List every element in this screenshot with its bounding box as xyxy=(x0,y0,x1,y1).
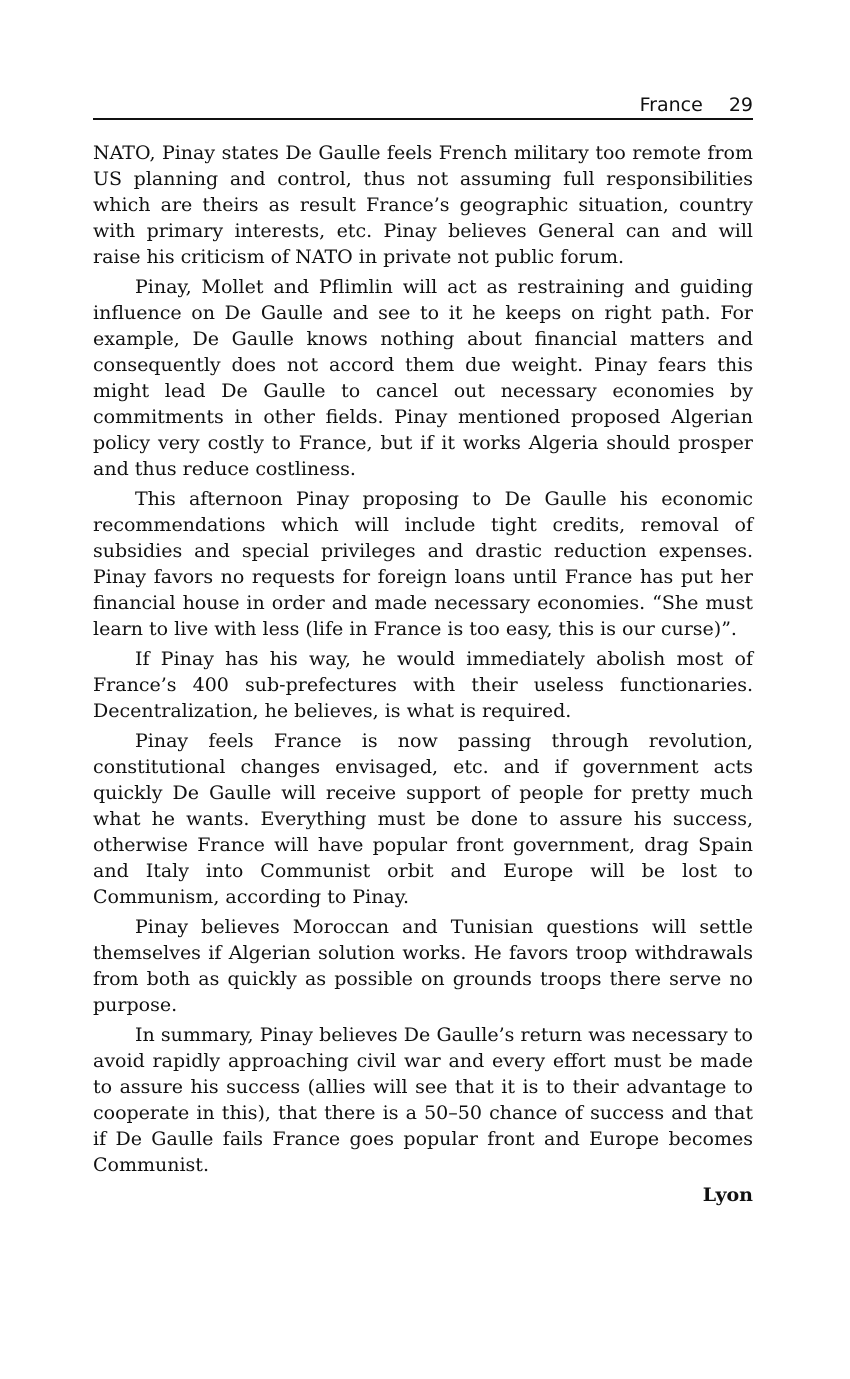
document-body xyxy=(93,140,753,1208)
paragraph: Pinay, Mollet and Pflimlin will act as restraining and guiding influence on De Gaulle and see to it he keeps on right path. For example, De Gaulle knows nothing about financial matters and consequently does not accord them due weight. Pinay fears this might lead De Gaulle to cancel out necessary economies by commitments in other fields. Pinay mentioned proposed Algerian policy very costly to France, but if it works Algeria should prosper and thus reduce costliness. xyxy=(93,276,753,480)
paragraph: Pinay believes Moroccan and Tunisian questions will settle themselves if Algerian solution works. He favors troop withdrawals from both as quickly as possible on grounds troops there serve no purpose. xyxy=(93,916,753,1016)
paragraph: If Pinay has his way, he would immediately abolish most of France’s 400 sub-prefectures with their useless functionaries. Decentralization, he believes, is what is required. xyxy=(93,648,753,722)
paragraph: In summary, Pinay believes De Gaulle’s return was necessary to avoid rapidly approaching civil war and every effort must be made to assure his success (allies will see that it is to their advantage to cooperate in this), that there is a 50–50 chance of success and that if De Gaulle fails France goes popular front and Europe becomes Communist. xyxy=(93,1024,753,1176)
running-title: France xyxy=(639,94,703,116)
paragraph: This afternoon Pinay proposing to De Gaulle his economic recommendations which will include tight credits, removal of subsidies and special privileges and drastic reduction expenses. Pinay favors no requests for foreign loans until France has put her financial house in order and made necessary economies. “She must learn to live with less (life in France is too easy, this is our curse)”. xyxy=(93,488,753,640)
paragraph: NATO, Pinay states De Gaulle feels French military too remote from US planning and control, thus not assuming full responsibilities which are theirs as result France’s geographic situation, country with primary interests, etc. Pinay believes General can and will raise his criticism of NATO in private not public forum. xyxy=(93,142,753,268)
signature: Lyon xyxy=(702,1184,753,1206)
paragraph: Pinay feels France is now passing through revolution, constitutional changes envisaged, etc. and if government acts quickly De Gaulle will receive support of people for pretty much what he wants. Everything must be done to assure his success, otherwise France will have popular front government, drag Spain and Italy into Communist orbit and Europe will be lost to Communism, according to Pinay. xyxy=(93,730,753,908)
page-number: 29 xyxy=(728,94,753,116)
page-header xyxy=(93,88,753,120)
